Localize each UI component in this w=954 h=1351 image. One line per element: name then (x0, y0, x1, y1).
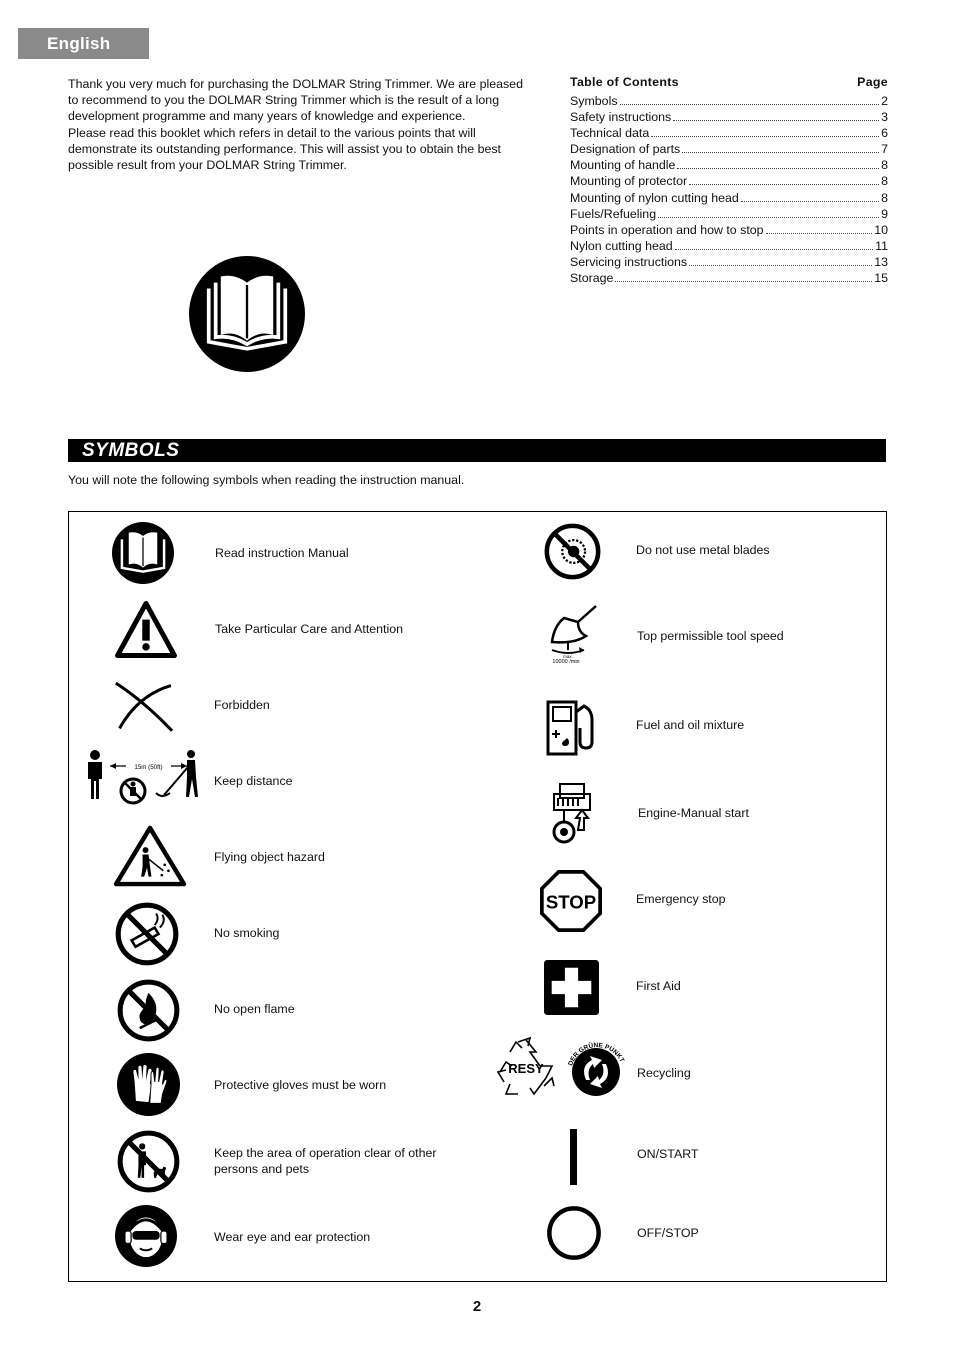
symbols-section-bar (68, 439, 886, 462)
no-flame-icon (117, 979, 180, 1042)
manual-start-icon (550, 782, 598, 844)
stop-sign-icon (540, 870, 602, 932)
intro-paragraph-1: Thank you very much for purchasing the DOLMAR String Trimmer. We are pleased to recommend to you the DOLMAR String Trimmer which is the result of a long development programme and many years of knowledge and experience. (68, 77, 523, 124)
toc-row (570, 190, 888, 206)
symbol-label-tool-speed: Top permissible tool speed (637, 629, 784, 643)
symbol-label-first-aid: First Aid (636, 979, 681, 993)
toc-item-title: Mounting of protector (570, 174, 688, 189)
eye-ear-protection-icon (115, 1205, 177, 1267)
toc-item-title: Technical data (570, 126, 650, 141)
on-start-icon (568, 1129, 580, 1185)
keep-distance-icon (84, 749, 206, 805)
toc-item-page: 9 (881, 206, 888, 221)
toc-row (570, 206, 888, 222)
toc-leader-dots (673, 119, 879, 121)
language-tab: English (18, 28, 149, 59)
fuel-pump-icon (546, 698, 600, 756)
toc-item-title: Mounting of nylon cutting head (570, 190, 739, 205)
toc-item-title: Servicing instructions (570, 254, 688, 269)
toc-leader-dots (651, 135, 879, 137)
symbol-label-on-start: ON/START (637, 1147, 699, 1161)
no-metal-blade-icon (544, 523, 601, 580)
toc-leader-dots (766, 232, 873, 234)
no-smoking-icon (115, 902, 179, 966)
gruene-text: DER GRÜNE PUNKT (567, 1042, 626, 1067)
toc-row (570, 109, 888, 125)
symbols-intro: You will note the following symbols when reading the instruction manual. (68, 473, 465, 487)
recycling-icon (494, 1036, 634, 1100)
toc-item-page: 10 (874, 222, 888, 237)
toc-leader-dots (682, 151, 879, 153)
toc-list (570, 93, 888, 286)
toc-item-page: 7 (881, 142, 888, 157)
symbol-label-keep-clear: Keep the area of operation clear of other persons and pets (214, 1146, 437, 1176)
toc-row (570, 222, 888, 238)
symbol-label-manual-start: Engine-Manual start (638, 806, 749, 820)
toc-item-title: Safety instructions (570, 110, 672, 125)
symbol-label-no-smoking: No smoking (214, 926, 280, 940)
flying-object-icon (113, 825, 187, 887)
toc-row (570, 270, 888, 286)
toc-item-page: 2 (881, 94, 888, 108)
symbol-label-recycling: Recycling (637, 1066, 691, 1080)
toc-row (570, 238, 888, 254)
symbol-label-emergency-stop: Emergency stop (636, 892, 726, 906)
intro-text (68, 76, 528, 173)
resy-text: RESY (508, 1061, 544, 1076)
first-aid-icon (544, 960, 599, 1015)
toc-item-page: 11 (875, 238, 888, 253)
symbol-label-read-manual: Read instruction Manual (215, 546, 349, 560)
toc-leader-dots (675, 248, 873, 250)
toc-item-title: Designation of parts (570, 142, 681, 157)
distance-text: 15m (50ft) (134, 764, 163, 771)
toc-item-title: Nylon cutting head (570, 238, 673, 253)
toc-row (570, 254, 888, 270)
toc-leader-dots (658, 216, 879, 218)
symbol-label-fuel-oil: Fuel and oil mixture (636, 718, 745, 732)
toc-leader-dots (689, 183, 879, 185)
toc-leader-dots (615, 280, 872, 282)
toc-item-page: 13 (874, 254, 888, 269)
toc-leader-dots (741, 200, 879, 202)
toc-heading: Table of Contents (570, 75, 679, 89)
off-stop-icon (546, 1205, 602, 1261)
keep-clear-icon (117, 1130, 180, 1193)
toc-item-title: Fuels/Refueling (570, 206, 657, 221)
toc-leader-dots (620, 103, 880, 105)
symbol-label-no-flame: No open flame (214, 1002, 295, 1016)
page-number: 2 (472, 1298, 482, 1315)
toc-row (570, 173, 888, 189)
warning-triangle-icon (115, 601, 177, 658)
toc-row (570, 157, 888, 173)
symbol-label-no-metal-blades: Do not use metal blades (636, 543, 770, 557)
book-icon (112, 522, 174, 584)
stop-text: STOP (545, 891, 597, 913)
toc-item-title: Symbols (570, 94, 618, 108)
symbol-label-off-stop: OFF/STOP (637, 1226, 699, 1240)
toc-row (570, 125, 888, 141)
cross-icon (113, 677, 175, 732)
speed-text: 10000 /min (552, 659, 580, 665)
toc-row (570, 93, 888, 109)
tool-speed-icon (544, 602, 604, 666)
symbols-box (68, 511, 887, 1282)
toc-row (570, 141, 888, 157)
symbol-label-eye-ear: Wear eye and ear protection (214, 1230, 371, 1244)
symbol-label-flying-object: Flying object hazard (214, 850, 325, 864)
toc-item-page: 8 (881, 174, 888, 189)
toc-item-page: 8 (881, 190, 888, 205)
toc-item-title: Points in operation and how to stop (570, 222, 764, 237)
toc-item-page: 15 (874, 271, 888, 286)
symbol-label-care: Take Particular Care and Attention (215, 622, 404, 636)
symbol-label-forbidden: Forbidden (214, 698, 270, 712)
gloves-icon (117, 1053, 180, 1116)
toc-item-title: Mounting of handle (570, 158, 676, 173)
toc-page-heading: Page (857, 75, 888, 89)
symbol-label-keep-distance: Keep distance (214, 774, 293, 788)
symbol-label-gloves: Protective gloves must be worn (214, 1078, 387, 1092)
toc-item-title: Storage (570, 271, 614, 286)
toc-item-page: 6 (881, 126, 888, 141)
table-of-contents (570, 75, 888, 286)
max-text: max. (563, 654, 573, 659)
toc-item-page: 3 (881, 110, 888, 125)
book-icon (189, 256, 305, 372)
toc-item-page: 8 (881, 158, 888, 173)
toc-leader-dots (677, 167, 879, 169)
intro-paragraph-2: Please read this booklet which refers in detail to the various points that will demonstrate its outstanding performance. This will assist you to obtain the best possible result from your DOLMAR String Trimmer. (68, 125, 501, 173)
toc-leader-dots (689, 264, 872, 266)
toc-header (570, 75, 888, 93)
section-title: SYMBOLS (82, 440, 180, 461)
